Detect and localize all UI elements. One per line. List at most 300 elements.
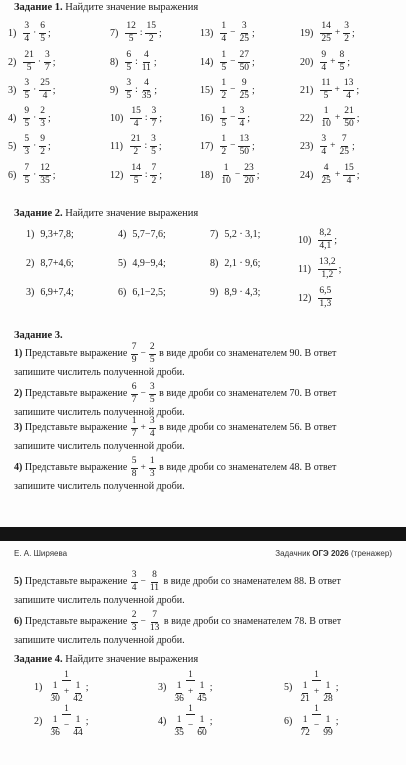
fraction-left	[125, 79, 132, 101]
separator: ;	[351, 140, 355, 152]
numerator: 9	[241, 79, 248, 91]
item-number: 4)	[118, 229, 127, 240]
end-text: . В ответ	[299, 348, 337, 360]
book-suffix: (тренажер)	[350, 549, 392, 558]
task2-expression	[118, 229, 166, 240]
denominator: 4	[24, 33, 30, 44]
fraction-left	[320, 107, 332, 129]
denominator: 2	[148, 33, 154, 44]
expression-text: 6,9+7,4;	[40, 287, 74, 298]
item-number: 5)	[118, 258, 127, 269]
numerator: 3	[23, 22, 30, 34]
fraction-right	[145, 22, 157, 44]
fraction-right	[72, 682, 84, 704]
numerator: 3	[149, 383, 156, 395]
target-denominator: 48	[289, 462, 300, 474]
task1-expression	[8, 22, 51, 44]
fraction-left	[131, 611, 138, 633]
task1-expression	[110, 22, 162, 44]
task2-expression	[298, 287, 334, 309]
operator: +	[140, 423, 146, 434]
separator: ;	[85, 681, 89, 693]
fraction-left	[23, 135, 30, 157]
numerator: 15	[130, 107, 142, 119]
fraction-left	[125, 22, 137, 44]
fraction-right	[343, 164, 355, 186]
denominator: 3	[40, 118, 46, 129]
expression-text: 9,3+7,8;	[40, 229, 74, 240]
denominator: 7	[45, 62, 50, 73]
separator: ;	[338, 263, 342, 275]
fraction-left	[131, 457, 138, 479]
item-number: 11)	[110, 140, 123, 152]
denominator: 2	[133, 146, 139, 157]
complex-numerator: 1	[64, 669, 69, 679]
task4-title-rest: Найдите значение выражения	[65, 654, 199, 665]
separator: ;	[48, 27, 51, 39]
item-number: 9)	[210, 287, 219, 298]
numerator: 12	[39, 164, 51, 176]
numerator: 2	[39, 107, 46, 119]
denominator: 60	[197, 727, 207, 738]
denominator: 9	[131, 354, 137, 365]
numerator: 11	[320, 79, 331, 91]
numerator: 6	[39, 22, 46, 34]
denominator: 4	[42, 90, 48, 101]
separator: ;	[256, 169, 260, 181]
complex-denominator	[48, 715, 84, 738]
task2-expression	[26, 229, 74, 240]
denominator: 99	[323, 727, 333, 738]
item-number: 11)	[298, 263, 311, 275]
numerator: 9	[23, 107, 30, 119]
denominator: 4	[133, 118, 139, 129]
target-denominator: 56	[289, 422, 300, 434]
fraction-left	[131, 417, 138, 439]
denominator: 50	[239, 62, 249, 73]
item-number: 15)	[200, 84, 214, 96]
denominator: 11	[149, 582, 160, 593]
fraction-right	[338, 51, 345, 73]
expression-text: 8,7+4,6;	[40, 258, 74, 269]
item-number: 22)	[300, 112, 314, 124]
fraction-right	[149, 383, 156, 405]
denominator: 21	[300, 693, 310, 704]
denominator: 50	[344, 118, 354, 129]
denominator: 5	[133, 175, 139, 186]
task3-item	[14, 611, 398, 648]
denominator: 36	[50, 727, 60, 738]
denominator: 5	[151, 146, 156, 157]
separator: ;	[52, 56, 56, 68]
fraction-left	[173, 682, 185, 704]
fraction-left	[320, 164, 332, 186]
separator: ;	[335, 681, 339, 693]
denominator: 3	[131, 622, 137, 633]
complex-numerator: 1	[314, 703, 319, 713]
numerator: 6	[125, 51, 132, 63]
numerator: 21	[343, 107, 355, 119]
end-text: . В ответ	[303, 576, 341, 588]
operator: −	[230, 57, 236, 67]
item-number: 2)	[34, 715, 43, 727]
numerator: 3	[125, 79, 132, 91]
numerator: 21	[23, 51, 35, 63]
fraction-left	[130, 164, 142, 186]
denominator: 10	[321, 118, 331, 129]
denominator: 35	[40, 175, 50, 186]
fraction-left	[320, 51, 327, 73]
separator: ;	[335, 715, 339, 727]
task3-item	[14, 457, 398, 494]
complex-denominator	[298, 681, 334, 704]
numerator: 5	[23, 135, 30, 147]
operator: +	[334, 113, 341, 123]
item-number: 13)	[200, 27, 214, 39]
end-text: . В ответ	[299, 462, 337, 474]
denominator: 4	[239, 118, 245, 129]
fraction-left	[320, 22, 332, 44]
denominator: 35	[174, 727, 184, 738]
operator: −	[234, 170, 241, 180]
task3-title-bold: Задание 3.	[14, 330, 63, 341]
fraction-left	[320, 135, 327, 157]
denominator: 5	[40, 33, 46, 44]
task3-line2: запишите числитель полученной дроби.	[14, 441, 185, 452]
fraction-left	[125, 51, 132, 73]
operator: +	[63, 687, 70, 698]
denominator: 7	[131, 394, 137, 405]
fraction-right	[322, 682, 334, 704]
running-header-book	[275, 549, 392, 558]
fraction-left	[131, 343, 138, 365]
mid-text: в виде дроби со знаменателем	[163, 576, 292, 588]
denominator: 25	[239, 33, 249, 44]
task3-line1	[14, 342, 337, 365]
task1-expression	[110, 164, 162, 186]
item-number: 10)	[110, 112, 124, 124]
task1-expression	[200, 164, 259, 186]
denominator: 44	[73, 727, 83, 738]
denominator: 2	[221, 146, 227, 157]
operator: ·	[33, 170, 37, 180]
numerator: 3	[241, 22, 248, 34]
expression-text: 6,1−2,5;	[132, 287, 166, 298]
denominator: 3	[24, 146, 30, 157]
operator: −	[230, 141, 236, 151]
item-number: 16)	[200, 112, 214, 124]
fraction-left	[23, 51, 35, 73]
numerator: 1	[131, 417, 138, 429]
task3-item	[14, 417, 398, 454]
numerator: 1	[75, 682, 82, 694]
item-number: 1)	[14, 348, 23, 360]
denominator: 4,1	[319, 240, 332, 251]
item-number: 1)	[26, 229, 35, 240]
fraction-right	[44, 51, 51, 73]
expression-text: 5,2 · 3,1;	[224, 229, 261, 240]
numerator: 2	[149, 343, 156, 355]
book-title: ОГЭ 2026	[312, 549, 349, 558]
operator: +	[334, 85, 340, 95]
separator: ;	[251, 27, 255, 39]
task2-expression	[118, 287, 166, 298]
denominator: 1,3	[319, 298, 332, 309]
denominator: 25	[321, 175, 331, 186]
fraction-right	[149, 457, 156, 479]
fraction-right	[343, 79, 355, 101]
task1-expression	[300, 22, 355, 44]
fraction-left	[23, 164, 30, 186]
numerator: 3	[23, 79, 30, 91]
fraction-right	[343, 107, 355, 129]
separator: ;	[153, 56, 157, 68]
denominator: 5	[126, 62, 132, 73]
task1-expression	[200, 107, 250, 129]
fraction-right	[243, 164, 255, 186]
operator: ·	[33, 113, 37, 123]
denominator: 45	[197, 693, 207, 704]
item-number: 2)	[26, 258, 35, 269]
complex-numerator: 1	[64, 703, 69, 713]
separator: ;	[347, 56, 350, 68]
denominator: 36	[174, 693, 184, 704]
complex-fraction	[48, 704, 84, 738]
numerator: 1	[220, 107, 227, 119]
fraction-left	[220, 135, 227, 157]
separator: ;	[158, 27, 162, 39]
fraction-right	[338, 135, 350, 157]
expression-text: 5,7−7,6;	[132, 229, 166, 240]
task3-line2: запишите числитель полученной дроби.	[14, 635, 185, 646]
fraction-right	[141, 51, 152, 73]
numerator: 9	[320, 51, 327, 63]
book-prefix: Задачник	[275, 549, 311, 558]
fraction-right	[238, 79, 250, 101]
item-number: 3)	[14, 422, 23, 434]
operator: −	[140, 389, 146, 400]
item-number: 3)	[8, 84, 17, 96]
numerator: 1	[75, 716, 82, 728]
separator: ;	[209, 681, 213, 693]
denominator: 1,2	[321, 269, 334, 280]
numerator: 6,5	[318, 287, 332, 299]
numerator: 8	[151, 571, 158, 583]
end-text: . В ответ	[304, 616, 342, 628]
item-number: 23)	[300, 140, 314, 152]
item-number: 4)	[14, 462, 23, 474]
complex-fraction	[172, 670, 208, 704]
task4-expression	[284, 704, 338, 738]
operator: +	[330, 141, 336, 151]
fraction-right	[149, 571, 160, 593]
denominator: 11	[141, 62, 151, 73]
fraction-left	[220, 51, 227, 73]
task3-line2: запишите числитель полученной дроби.	[14, 595, 185, 606]
item-number: 5)	[8, 140, 17, 152]
item-number: 3)	[26, 287, 35, 298]
task3-item	[14, 383, 398, 420]
task4-expression	[158, 670, 212, 704]
separator: ;	[251, 56, 255, 68]
fraction-left	[23, 107, 30, 129]
item-number: 6)	[14, 616, 23, 628]
operator: −	[140, 617, 146, 628]
denominator: 5	[221, 62, 227, 73]
denominator: 50	[239, 146, 249, 157]
numerator: 15	[145, 22, 157, 34]
operator: :	[135, 85, 138, 95]
task3-line2: запишите числитель полученной дроби.	[14, 367, 185, 378]
operator: −	[313, 721, 320, 732]
separator: ;	[154, 84, 158, 96]
denominator: 25	[239, 90, 249, 101]
denominator: 7	[131, 428, 137, 439]
task4-title-bold: Задание 4.	[14, 654, 63, 665]
numerator: 3	[238, 107, 245, 119]
complex-denominator	[172, 715, 208, 738]
numerator: 7	[341, 135, 348, 147]
fraction-left	[130, 107, 142, 129]
denominator: 35	[141, 90, 152, 101]
denominator: 42	[73, 693, 83, 704]
denominator: 3	[149, 468, 155, 479]
operator: −	[63, 721, 70, 732]
task4-expression	[34, 704, 88, 738]
denominator: 4	[131, 582, 137, 593]
fraction-right	[150, 164, 157, 186]
numerator: 5	[131, 457, 138, 469]
task1-expression	[8, 107, 51, 129]
complex-fraction	[48, 670, 84, 704]
numerator: 3	[131, 571, 138, 583]
numerator: 14	[130, 164, 142, 176]
task4-expression	[158, 704, 212, 738]
item-number: 5)	[284, 681, 293, 693]
denominator: 5	[24, 175, 30, 186]
numerator: 7	[150, 164, 157, 176]
task4-heading	[14, 654, 198, 665]
complex-denominator	[48, 681, 84, 704]
item-number: 6)	[284, 715, 293, 727]
item-number: 9)	[110, 84, 119, 96]
fraction-right	[150, 107, 157, 129]
operator: +	[187, 687, 194, 698]
numerator: 1	[220, 22, 227, 34]
fraction-left	[130, 135, 142, 157]
numerator: 21	[130, 135, 142, 147]
numerator: 12	[125, 22, 137, 34]
mid-text: в виде дроби со знаменателем	[163, 616, 292, 628]
denominator: 4	[221, 33, 227, 44]
denominator: 2	[344, 33, 349, 44]
item-number: 2)	[8, 56, 17, 68]
fraction-right	[238, 107, 245, 129]
end-text: . В ответ	[299, 422, 337, 434]
numerator: 1	[220, 79, 227, 91]
fraction-right	[39, 164, 51, 186]
denominator: 5	[26, 62, 32, 73]
operator: −	[187, 721, 194, 732]
item-number: 12)	[298, 292, 312, 304]
task1-heading	[14, 2, 198, 13]
fraction-right	[343, 22, 350, 44]
operator: ·	[33, 141, 37, 151]
numerator: 14	[320, 22, 332, 34]
numerator: 1	[325, 716, 332, 728]
numerator: 3	[320, 135, 327, 147]
separator: ;	[52, 169, 56, 181]
operator: :	[139, 28, 143, 38]
denominator: 25	[339, 146, 349, 157]
numerator: 1	[176, 716, 183, 728]
fraction-left	[299, 716, 311, 738]
item-number: 1)	[34, 681, 43, 693]
task4-expression	[34, 670, 88, 704]
denominator: 5	[221, 118, 227, 129]
task3-line2: запишите числитель полученной дроби.	[14, 407, 185, 418]
fraction-right	[150, 135, 157, 157]
denominator: 5	[24, 90, 30, 101]
fraction-right	[238, 22, 250, 44]
task2-expression	[26, 287, 74, 298]
item-number: 7)	[210, 229, 219, 240]
item-number: 20)	[300, 56, 314, 68]
item-number: 18)	[200, 169, 214, 181]
complex-fraction	[298, 670, 334, 704]
fraction-right	[149, 343, 156, 365]
numerator: 13	[238, 135, 250, 147]
complex-denominator	[172, 681, 208, 704]
numerator: 7	[23, 164, 30, 176]
expression-text: 8,9 · 4,3;	[224, 287, 261, 298]
numerator: 8	[338, 51, 345, 63]
task1-expression	[200, 135, 255, 157]
numerator: 13	[343, 79, 355, 91]
complex-numerator: 1	[188, 703, 193, 713]
task1-expression	[300, 107, 359, 129]
denominator: 5	[149, 354, 155, 365]
task1-expression	[8, 79, 56, 101]
separator: ;	[52, 84, 56, 96]
item-number: 10)	[298, 234, 312, 246]
numerator: 2	[131, 611, 138, 623]
numerator: 7	[131, 343, 138, 355]
lead-text: Представьте выражение	[24, 388, 128, 400]
item-number: 14)	[200, 56, 214, 68]
denominator: 7	[151, 118, 157, 129]
fraction-right	[196, 716, 208, 738]
fraction-left	[49, 682, 61, 704]
end-text: . В ответ	[299, 388, 337, 400]
numerator: 6	[131, 383, 138, 395]
numerator: 3	[343, 22, 350, 34]
lead-text: Представьте выражение	[24, 422, 128, 434]
operator: −	[230, 85, 236, 95]
item-number: 8)	[210, 258, 219, 269]
fraction-left	[23, 22, 30, 44]
complex-fraction	[298, 704, 334, 738]
fraction-right	[72, 716, 84, 738]
task1-expression	[8, 164, 56, 186]
operator: −	[230, 28, 236, 38]
numerator: 1	[220, 135, 227, 147]
operator: +	[140, 463, 146, 474]
denominator: 2	[221, 90, 227, 101]
separator: ;	[158, 140, 162, 152]
separator: ;	[159, 169, 163, 181]
fraction-left	[220, 164, 232, 186]
